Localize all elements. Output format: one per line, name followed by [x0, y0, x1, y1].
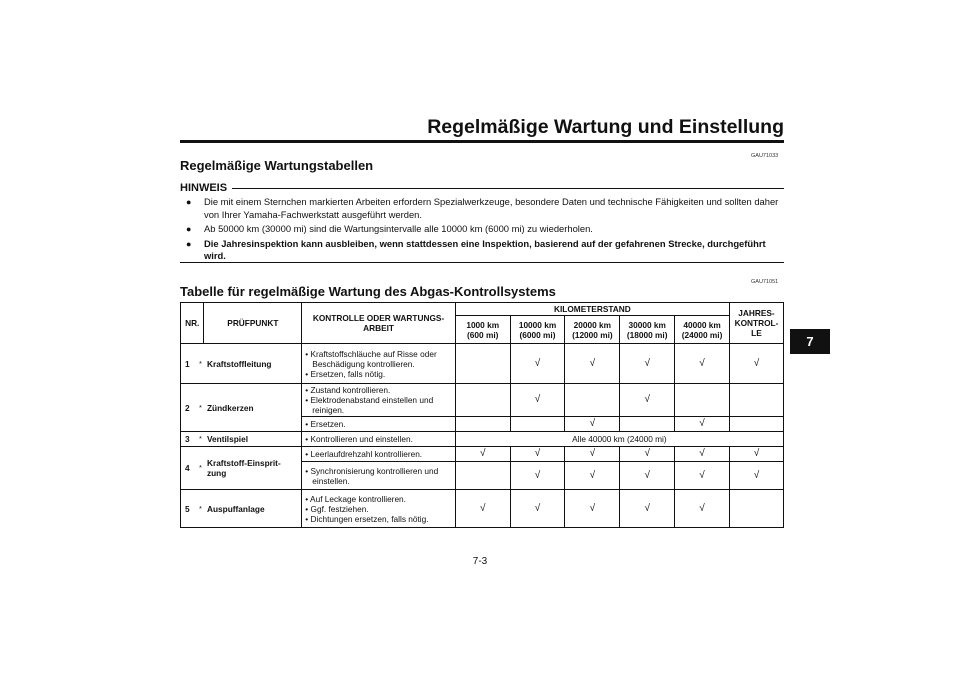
- check-cell: [729, 417, 783, 432]
- star-marker: *: [197, 384, 204, 432]
- table-row: [181, 432, 784, 447]
- check-cell: [729, 490, 783, 528]
- note-item: [186, 238, 786, 263]
- page-title: Regelmäßige Wartung und Einstellung: [427, 116, 784, 138]
- maintenance-table: [180, 302, 784, 528]
- row-action: • Auf Leckage kontrollieren. • Ggf. festziehen. • Dichtungen ersetzen, falls nötig.: [302, 490, 456, 528]
- note-text: Ab 50000 km (30000 mi) sind die Wartungsintervalle alle 10000 km (6000 mi) zu wiederholen.: [204, 223, 593, 234]
- header-nr: NR.: [181, 303, 204, 344]
- hinweis-rule: [232, 188, 784, 189]
- star-marker: *: [197, 432, 204, 447]
- row-nr: 4: [181, 447, 197, 490]
- check-cell: √: [620, 462, 675, 490]
- star-marker: *: [197, 344, 204, 384]
- check-cell: √: [675, 462, 730, 490]
- check-cell: √: [729, 462, 783, 490]
- header-pruefpunkt: PRÜFPUNKT: [204, 303, 302, 344]
- header-km-40000: 40000 km (24000 mi): [675, 316, 730, 344]
- header-jahreskontrolle: JAHRES-KONTROL-LE: [729, 303, 783, 344]
- row-nr: 5: [181, 490, 197, 528]
- check-cell: √: [455, 490, 510, 528]
- check-cell: [510, 417, 565, 432]
- section-code: GAU71033: [751, 153, 779, 159]
- note-item: [186, 223, 786, 236]
- check-cell: √: [675, 344, 730, 384]
- row-action: • Kraftstoffschläuche auf Risse oder Beschädigung kontrollieren. • Ersetzen, falls nötig.: [302, 344, 456, 384]
- row-action: • Ersetzen.: [302, 417, 456, 432]
- check-cell: √: [675, 490, 730, 528]
- check-cell: √: [565, 490, 620, 528]
- check-cell: √: [620, 490, 675, 528]
- header-kilometerstand: KILOMETERSTAND: [455, 303, 729, 316]
- row-nr: 2: [181, 384, 197, 432]
- table-heading: Tabelle für regelmäßige Wartung des Abgas-Kontrollsystems: [180, 284, 556, 299]
- check-cell: [455, 384, 510, 417]
- interval-span: Alle 40000 km (24000 mi): [455, 432, 783, 447]
- check-cell: [455, 417, 510, 432]
- check-cell: √: [565, 417, 620, 432]
- header-km-10000: 10000 km (6000 mi): [510, 316, 565, 344]
- hinweis-end-rule: [180, 262, 784, 263]
- check-cell: √: [675, 417, 730, 432]
- row-nr: 3: [181, 432, 197, 447]
- bullet-icon: ●: [186, 224, 192, 234]
- table-row: [181, 490, 784, 528]
- table-row: [181, 447, 784, 462]
- bullet-icon: ●: [186, 197, 192, 207]
- check-cell: √: [565, 447, 620, 462]
- chapter-tab: 7: [790, 329, 830, 354]
- row-action: • Synchronisierung kontrollieren und einstellen.: [302, 462, 456, 490]
- row-item: Ventilspiel: [204, 432, 302, 447]
- table-row: [181, 384, 784, 417]
- check-cell: √: [620, 344, 675, 384]
- check-cell: [565, 384, 620, 417]
- check-cell: [455, 462, 510, 490]
- check-cell: [729, 384, 783, 417]
- row-nr: 1: [181, 344, 197, 384]
- check-cell: √: [510, 462, 565, 490]
- header-kontrolle: KONTROLLE ODER WARTUNGS-ARBEIT: [302, 303, 456, 344]
- check-cell: √: [675, 447, 730, 462]
- row-item: Kraftstoff-Einsprit-zung: [204, 447, 302, 490]
- check-cell: [675, 384, 730, 417]
- note-text: Die Jahresinspektion kann ausbleiben, wenn stattdessen eine Inspektion, basierend auf der gefahrenen Strecke, durchgeführt wird.: [204, 237, 766, 261]
- check-cell: √: [729, 344, 783, 384]
- check-cell: [620, 417, 675, 432]
- check-cell: √: [455, 447, 510, 462]
- row-item: Auspuffanlage: [204, 490, 302, 528]
- header-km-20000: 20000 km (12000 mi): [565, 316, 620, 344]
- check-cell: √: [565, 344, 620, 384]
- check-cell: √: [620, 384, 675, 417]
- note-item: [186, 196, 786, 221]
- page-number: 7-3: [472, 556, 488, 567]
- check-cell: √: [565, 462, 620, 490]
- check-cell: √: [510, 384, 565, 417]
- header-km-30000: 30000 km (18000 mi): [620, 316, 675, 344]
- section-heading: Regelmäßige Wartungstabellen: [180, 158, 374, 173]
- title-rule: [180, 140, 784, 143]
- check-cell: √: [729, 447, 783, 462]
- check-cell: √: [510, 344, 565, 384]
- note-text: Die mit einem Sternchen markierten Arbeiten erfordern Spezialwerkzeuge, besondere Daten und technische Fähigkeiten und sollten daher von Ihrer Yamaha-Fachwerkstatt ausgeführt werden.: [204, 196, 779, 220]
- row-item: Zündkerzen: [204, 384, 302, 432]
- row-item: Kraftstoffleitung: [204, 344, 302, 384]
- check-cell: √: [620, 447, 675, 462]
- hinweis-notes: [186, 196, 786, 265]
- check-cell: [455, 344, 510, 384]
- row-action: • Leerlaufdrehzahl kontrollieren.: [302, 447, 456, 462]
- table-row: [181, 344, 784, 384]
- row-action: • Kontrollieren und einstellen.: [302, 432, 456, 447]
- check-cell: √: [510, 490, 565, 528]
- row-action: • Zustand kontrollieren. • Elektrodenabstand einstellen und reinigen.: [302, 384, 456, 417]
- header-km-1000: 1000 km (600 mi): [455, 316, 510, 344]
- star-marker: *: [197, 490, 204, 528]
- star-marker: *: [197, 447, 204, 490]
- check-cell: √: [510, 447, 565, 462]
- bullet-icon: ●: [186, 238, 192, 249]
- section-code: GAU71051: [751, 279, 779, 285]
- hinweis-label: HINWEIS: [180, 182, 228, 194]
